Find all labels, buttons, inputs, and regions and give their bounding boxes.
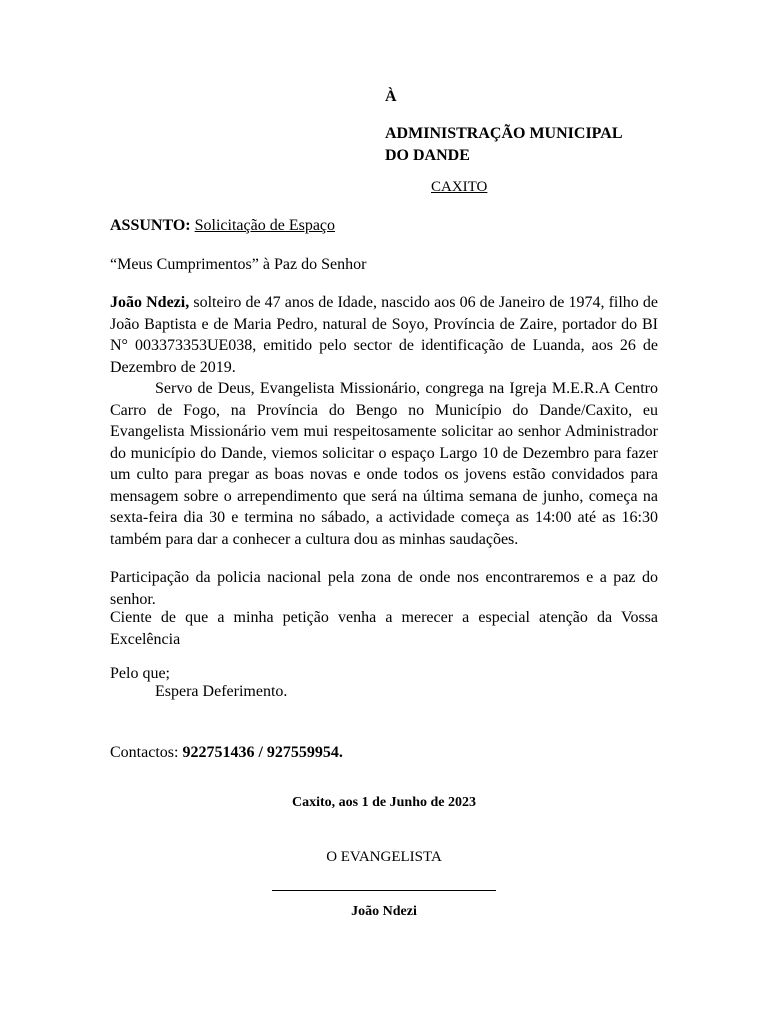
signer-title: O EVANGELISTA — [326, 849, 442, 865]
date-line: Caxito, aos 1 de Junho de 2023 — [292, 795, 476, 810]
subject-text: Solicitação de Espaço — [194, 217, 336, 234]
salutation-a: À — [385, 88, 397, 105]
recipient-line-1: ADMINISTRAÇÃO MUNICIPAL — [385, 125, 623, 142]
paragraph-closing-request: Ciente de que a minha petição venha a merecer a especial atenção da Vossa Excelência — [110, 609, 658, 648]
subject-line — [110, 217, 335, 235]
signer-name: João Ndezi — [351, 904, 417, 919]
closing-line-1: Pelo que; — [110, 665, 170, 682]
recipient-line-2: DO DANDE — [385, 147, 470, 164]
greeting: “Meus Cumprimentos” à Paz do Senhor — [110, 256, 367, 273]
recipient-block — [385, 123, 622, 167]
contacts-label: Contactos: — [110, 744, 183, 761]
author-name-inline: João Ndezi, — [110, 294, 190, 311]
subject-label: ASSUNTO: — [110, 217, 191, 234]
closing-line-2: Espera Deferimento. — [155, 683, 288, 700]
contacts-line — [110, 744, 343, 762]
paragraph-request: Servo de Deus, Evangelista Missionário, congrega na Igreja M.E.R.A Centro Carro de Fogo, na Província do Bengo no Município do Dande/Caxito, eu Evangelista Missionário vem mui respeitosamente solicitar ao senhor Administrador do município do Dande, viemos solicitar o espaço Largo 10 de Dezembro para fazer um culto para pregar as boas novas e onde todos os jovens estão convidados para mensagem sobre o arrependimento que será na última semana de junho, começa na sexta-feira dia 30 e termina no sábado, a actividade começa as 14:00 até as 16:30 também para dar a conhecer a cultura dou as minhas saudações. — [110, 380, 658, 548]
signature-line — [272, 890, 496, 891]
paragraph-identification — [110, 292, 658, 378]
paragraph-police: Participação da policia nacional pela zona de onde nos encontraremos e a paz do senhor. — [110, 569, 658, 608]
identification-text: solteiro de 47 anos de Idade, nascido aos 06 de Janeiro de 1974, filho de João Baptista e de Maria Pedro, natural de Soyo, Província de Zaire, portador do BI N° 003373353UE038, emitido pelo sector de identificação de Luanda, aos 26 de Dezembro de 2019. — [110, 294, 659, 376]
city-heading: CAXITO — [431, 179, 488, 195]
contacts-numbers: 922751436 / 927559954. — [182, 744, 343, 761]
